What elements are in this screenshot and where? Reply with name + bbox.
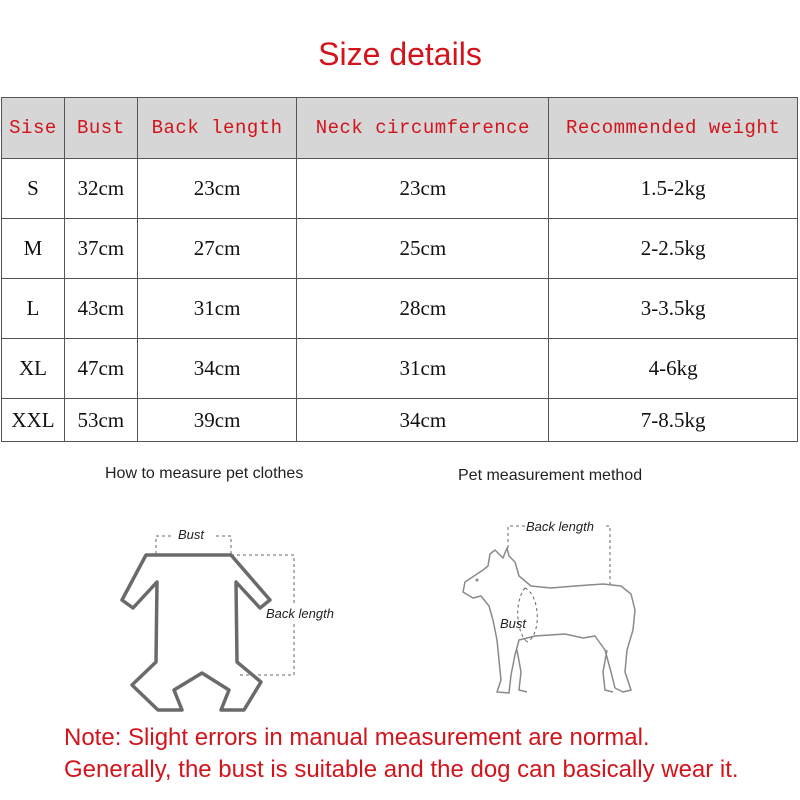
cell-size: L [2,279,65,339]
cell-back-length: 31cm [137,279,297,339]
right-diagram-caption: Pet measurement method [458,467,643,484]
dog-outline [463,548,635,693]
dog-diagram [455,510,695,710]
cell-bust: 53cm [64,399,137,442]
cell-weight: 2-2.5kg [549,219,798,279]
measurement-note [64,722,739,786]
table-row [2,159,798,219]
table-row [2,339,798,399]
header-size: Sise [2,98,65,159]
table-row [2,219,798,279]
garment-diagram [110,520,360,720]
cell-back-length: 23cm [137,159,297,219]
cell-back-length: 34cm [137,339,297,399]
note-line-1: Note: Slight errors in manual measurement are normal. [64,724,650,751]
table-row [2,399,798,442]
cell-neck: 23cm [297,159,549,219]
cell-back-length: 39cm [137,399,297,442]
left-diagram-caption: How to measure pet clothes [105,465,304,482]
garment-outline [122,555,270,710]
cell-neck: 31cm [297,339,549,399]
header-bust: Bust [64,98,137,159]
header-recommended-weight: Recommended weight [549,98,798,159]
cell-weight: 4-6kg [549,339,798,399]
dog-back-label: Back length [526,519,594,534]
cell-bust: 37cm [64,219,137,279]
cell-size: XXL [2,399,65,442]
size-table [1,97,798,442]
cell-size: M [2,219,65,279]
cell-bust: 47cm [64,339,137,399]
cell-back-length: 27cm [137,219,297,279]
page-title: Size details [318,36,482,72]
cell-weight: 3-3.5kg [549,279,798,339]
header-neck-circumference: Neck circumference [297,98,549,159]
cell-neck: 34cm [297,399,549,442]
garment-bust-label: Bust [178,527,205,542]
cell-neck: 28cm [297,279,549,339]
header-back-length: Back length [137,98,297,159]
cell-weight: 7-8.5kg [549,399,798,442]
cell-size: S [2,159,65,219]
garment-back-label: Back length [266,606,334,621]
cell-bust: 32cm [64,159,137,219]
cell-weight: 1.5-2kg [549,159,798,219]
cell-bust: 43cm [64,279,137,339]
cell-neck: 25cm [297,219,549,279]
table-header-row [2,98,798,159]
table-row [2,279,798,339]
note-line-2: Generally, the bust is suitable and the dog can basically wear it. [64,756,739,783]
cell-size: XL [2,339,65,399]
dog-bust-label: Bust [500,616,527,631]
